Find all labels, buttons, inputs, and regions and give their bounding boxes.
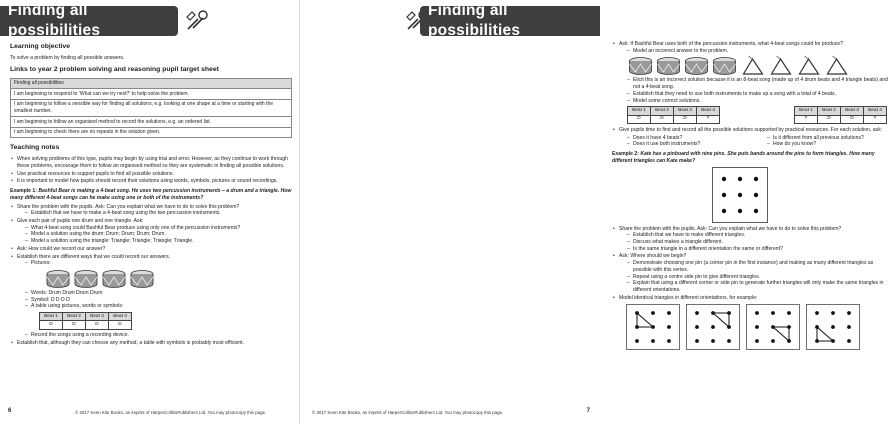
beat-cell: D [818,115,841,123]
drum-icon [129,269,155,289]
beat-cell: D [628,115,651,123]
list-item [612,253,892,293]
list-item: – A table using pictures, words or symbols: [25,303,292,310]
example-text: Bashful Bear is making a 4-beat song. He uses two percussion instruments – a drum and a triangle. How many different 4-beat songs can he make using one or both of the instruments? [10,188,292,201]
copyright-footer: © 2017 Keen Kite Books, an imprint of HarperCollinsPublishers Ltd. You may photocopy this page. [312,410,504,416]
drum-pictures [45,269,292,289]
beat-cell: D [86,321,109,329]
page-number: 7 [586,408,590,415]
beat-cell: D [40,321,63,329]
beat-header: Beat 2 [818,107,841,115]
beat-header: Beat 1 [40,313,63,321]
pinboard-triangle-example [626,304,680,350]
drum-icon [101,269,127,289]
objective-text: To solve a problem by finding all possible answers. [10,54,125,61]
beat-table [794,106,887,124]
links-heading: Links to year 2 problem solving and reasoning pupil target sheet [10,65,219,73]
drum-icon [711,56,738,76]
list-item: – How do you know? [767,141,864,148]
list-item [612,41,892,126]
beat-header: Beat 1 [628,107,651,115]
list-item: – Record the songs using a recording device. [25,332,292,339]
list-item: – Demonstrate choosing one pin (a corner pin in the first instance) and making as many different triangles as possible with this vertex. [627,260,892,273]
left-content [10,41,292,347]
right-steps [612,41,892,148]
list-item: – Explain that using a different corner or side pin to generate further triangles will only make the same triangles in different orientations. [627,280,892,293]
list-item [10,254,292,339]
triangle-instrument-icon [767,56,794,76]
target-row: I am beginning to check there are no repeats in the solution given. [11,127,292,138]
teaching-list [10,156,292,185]
beat-table [39,312,132,330]
beat-table [627,106,720,124]
pinboard-triangle-example [746,304,800,350]
list-item: – Words: Drum Drum Drum Drum [25,290,292,297]
list-item: – Is the same triangle in a different orientation the same or different? [627,246,892,253]
list-item: – Discuss what makes a triangle different. [627,239,892,246]
list-item: – Establish that we have to make different triangles. [627,232,892,239]
pictures-label: Pictures: [31,260,51,267]
page-title: Finding all possibilities [0,6,178,36]
beat-header: Beat 3 [841,107,864,115]
example1-steps [10,204,292,347]
list-item [10,204,292,217]
beat-cell: D [109,321,132,329]
list-item: • Establish that, although they can choose any method, a table with symbols is probably most efficient. [10,340,292,347]
list-item: • Ask: How could we record our answer? [10,246,292,253]
triangle-instrument-icon [795,56,822,76]
beat-cell: D [674,115,697,123]
list-item [25,260,292,289]
list-item [612,127,892,148]
pinboard-triangle-example [686,304,740,350]
example-text: Kate has a pinboard with nine pins. She puts bands around the pins to form triangles. How many different triangles can Kate make? [612,151,875,164]
copyright-footer: © 2017 Keen Kite Books, an imprint of HarperCollinsPublishers Ltd. You may photocopy this page. [75,410,267,416]
example-label: Example 1: [10,188,37,195]
list-item: – Symbol: D D D D [25,297,292,304]
target-row: Finding all possibilities [11,78,292,89]
share-text: Share the problem with the pupils. Ask: Can you explain what we have to do to solve this problem? [619,225,842,232]
give-text: Give each pair of pupils one drum and one triangle. Ask: [17,217,144,224]
establish-text: Establish there are different ways that we could record our answers. [17,253,171,260]
list-item: – What 4-beat song could Bashful Bear produce using only one of the percussion instruments? [25,225,292,232]
triangle-instrument-icon [739,56,766,76]
right-page [300,0,888,424]
list-item [612,226,892,253]
example2-steps [612,226,892,302]
beat-cell: D [63,321,86,329]
beat-cell: D [651,115,674,123]
drum-icon [627,56,654,76]
beat-cell: D [841,115,864,123]
solution-tables [619,104,887,126]
list-item [10,218,292,245]
beat-header: Beat 4 [864,107,887,115]
list-item: – Does it use both instruments? [627,141,757,148]
list-item: • Model identical triangles in different orientations, for example: [612,295,892,302]
list-item: – Is it different from all previous solutions? [767,135,864,142]
target-row: I am beginning to follow a sensible way for finding all solutions, e.g. looking at one shape at a time or starting with the smallest number. [11,99,292,116]
beat-header: Beat 2 [63,313,86,321]
share-text: Share the problem with the pupils. Ask: Can you explain what we have to do to solve this problem? [17,203,240,210]
incorrect-answer-pictures [627,56,892,76]
example-label: Example 2: [612,151,639,158]
drum-icon [73,269,99,289]
tools-icon [184,9,210,33]
list-item: – Establish that we have to make a 4-beat song using the two percussion instruments. [25,210,292,217]
beat-header: Beat 2 [651,107,674,115]
beat-cell: T [795,115,818,123]
target-row: I am beginning to respond to ‘What can we try next?’ to help solve the problem. [11,89,292,100]
target-row: I am beginning to follow an organised method to record the solutions, e.g. an ordered list. [11,117,292,128]
triangle-examples [626,304,892,350]
drum-icon [655,56,682,76]
list-item: – Establish that they need to use both instruments to make up a song with a total of 4 beats. [627,91,892,98]
list-item: – Repeat using a centre side pin to give different triangles. [627,274,892,281]
give-time-text: Give pupils time to find and record all the possible solutions supported by practical resources. For each solution, ask: [619,126,883,133]
example-2 [612,151,892,164]
beat-header: Beat 3 [674,107,697,115]
list-item: – Model a solution using the triangle: Triangle; Triangle; Triangle; Triangle. [25,238,292,245]
teaching-heading: Teaching notes [10,144,60,152]
question-columns [627,135,892,148]
beat-cell: T [864,115,887,123]
beat-header: Beat 4 [697,107,720,115]
beat-header: Beat 1 [795,107,818,115]
list-item: – Model a solution using the drum: Drum; Drum; Drum; Drum. [25,231,292,238]
left-page [0,0,300,424]
drum-icon [45,269,71,289]
target-table [10,78,292,139]
list-item: – Does it have 4 beats? [627,135,757,142]
list-item: – Elicit this is an incorrect solution because it is an 8-beat song (made up of 4 drum beats and 4 triangle beats) and not a 4-beat song. [627,77,892,90]
list-item: • Use practical resources to support pupils to find all possible solutions. [10,171,292,178]
example-1 [10,188,292,201]
pinboard-triangle-example [806,304,860,350]
objective-heading: Learning objective [10,43,71,50]
triangle-instrument-icon [823,56,850,76]
list-item: • It is important to model how pupils should record their solutions using words, symbols, pictures or sound recordings. [10,178,292,185]
page-number: 6 [8,408,12,415]
beat-cell: T [697,115,720,123]
list-item: – Model some correct solutions. [627,98,892,105]
pinboard-icon [712,167,768,223]
list-item: • When solving problems of this type, pupils may begin by using trial and error. However, as they continue to work through these problems, encourage them to follow an organised method so they are systematic in finding all possible solutions. [10,156,292,169]
drum-icon [683,56,710,76]
ask-where-text: Ask: Where should we begin? [619,253,687,260]
ask-text: Ask: If Bashful Bear uses both of the percussion instruments, what 4-beat songs could he produce? [619,41,843,47]
list-item: – Model an incorrect answer to the problem. [627,48,892,55]
page-title: Finding all possibilities [420,6,600,36]
right-content [612,41,892,350]
beat-header: Beat 3 [86,313,109,321]
beat-header: Beat 4 [109,313,132,321]
